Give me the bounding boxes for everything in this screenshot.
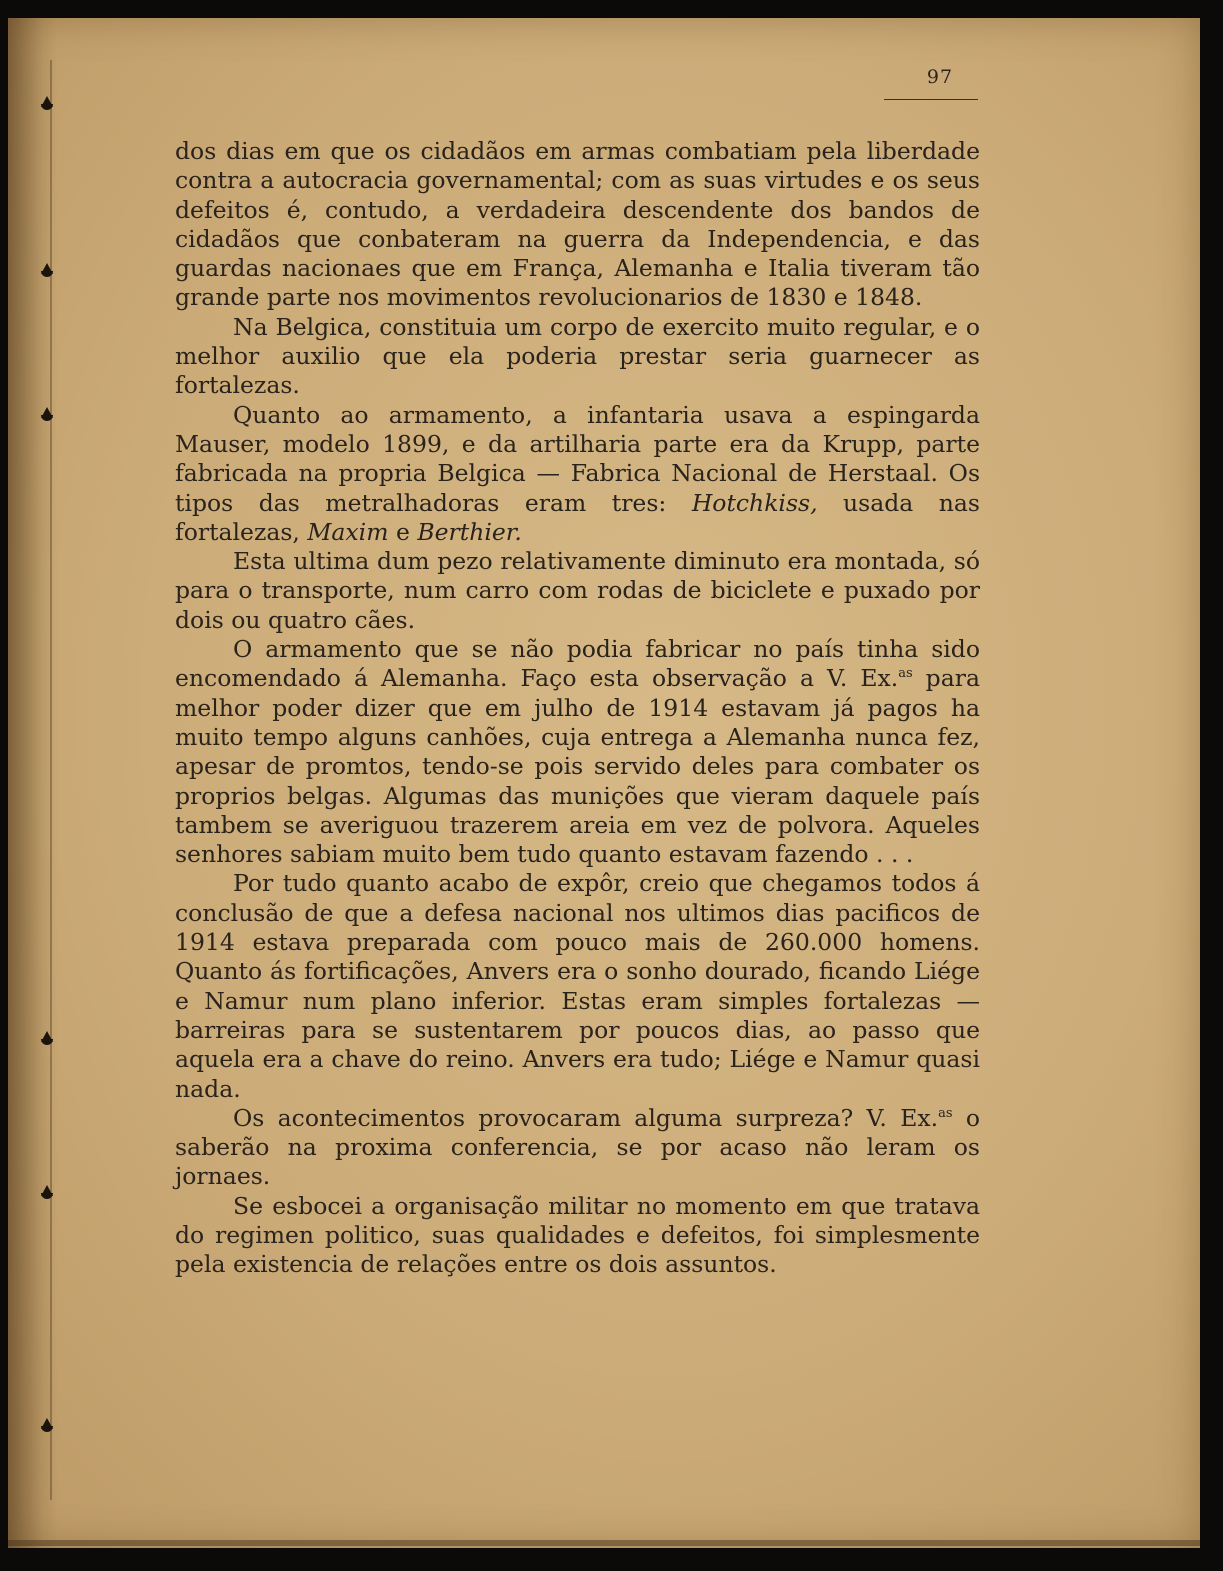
text-body xyxy=(175,137,980,1280)
paragraph-text: para melhor poder dizer que em julho de 1914 estavam já pagos ha muito tempo alguns canhões, cuja entrega a Alemanha nunca fez, apesar de promtos, tendo-se pois servido deles para combater os proprios belgas. Algumas das munições que vieram daquele país tambem se averiguou trazerem areia em vez de polvora. Aqueles senhores sabiam muito bem tudo quanto estavam fazendo . . . xyxy=(175,664,980,869)
superscript: as xyxy=(898,666,913,682)
binding-hole-icon xyxy=(41,1031,53,1042)
page-bottom-edge xyxy=(8,1540,1200,1546)
paragraph-text: o saberão na proxima conferencia, se por acaso não leram os jornaes. xyxy=(175,1103,981,1191)
paragraph xyxy=(175,137,980,313)
paragraph-text: e xyxy=(388,517,418,546)
binding-hole-icon xyxy=(41,407,53,418)
paragraph-text: Se esbocei a organisação militar no momento em que tratava do regimen politico, suas qualidades e defeitos, foi simplesmente pela existencia de relações entre os dois assuntos. xyxy=(175,1191,980,1279)
paragraph xyxy=(175,635,980,869)
paragraph xyxy=(175,1192,980,1280)
italic-term-berthier: Berthier. xyxy=(417,517,522,546)
paragraph-text: Os acontecimentos provocaram alguma surpreza? V. Ex. xyxy=(233,1103,939,1132)
paragraph xyxy=(175,401,980,547)
paragraph-text: Na Belgica, constituia um corpo de exercito muito regular, e o melhor auxilio que ela poderia prestar seria guarnecer as fortalezas. xyxy=(175,312,980,400)
paragraph-text: Esta ultima dum pezo relativamente diminuto era montada, só para o transporte, num carro com rodas de biciclete e puxado por dois ou quatro cães. xyxy=(175,547,980,634)
binding-hole-icon xyxy=(41,1185,53,1196)
binding-hole-icon xyxy=(41,1418,53,1429)
paragraph-text: Quanto ao armamento, a infantaria usava a espingarda Mauser, modelo 1899, e da artilharia parte era da Krupp, parte fabricada na propria Belgica — Fabrica Nacional de Herstaal. Os tipos das metralhadoras eram tres: xyxy=(175,400,980,517)
paragraph-text: dos dias em que os cidadãos em armas combatiam pela liberdade contra a autocracia governamental; com as suas virtudes e os seus defeitos é, contudo, a verdadeira descendente dos bandos de cidadãos que conbateram na guerra da Independencia, e das guardas nacionaes que em França, Alemanha e Italia tiveram tão grande parte nos movimentos revolucionarios de 1830 e 1848. xyxy=(175,137,980,312)
italic-term-maxim: Maxim xyxy=(307,517,389,546)
paragraph xyxy=(175,313,980,401)
italic-term-hotchkiss: Hotchkiss, xyxy=(691,488,818,517)
paragraph xyxy=(175,869,980,1103)
superscript: as xyxy=(938,1105,953,1121)
paragraph-text: O armamento que se não podia fabricar no país tinha sido encomendado á Alemanha. Faço esta observação a V. Ex. xyxy=(175,635,980,693)
page-number: 97 xyxy=(926,66,954,88)
binding-hole-icon xyxy=(41,96,53,107)
page-number-rule xyxy=(884,99,978,100)
paragraph xyxy=(175,547,980,635)
paragraph xyxy=(175,1104,980,1192)
binding-hole-icon xyxy=(41,263,53,274)
paragraph-text: Por tudo quanto acabo de expôr, creio que chegamos todos á conclusão de que a defesa nacional nos ultimos dias pacificos de 1914 estava preparada com pouco mais de 260.000 homens. Quanto ás fortificações, Anvers era o sonho dourado, ficando Liége e Namur num plano inferior. Estas eram simples fortalezas — barreiras para se sustentarem por poucos dias, ao passo que aquela era a chave do reino. Anvers era tudo; Liége e Namur quasi nada. xyxy=(175,869,980,1103)
paragraph-text: usada nas fortalezas, xyxy=(175,488,980,546)
